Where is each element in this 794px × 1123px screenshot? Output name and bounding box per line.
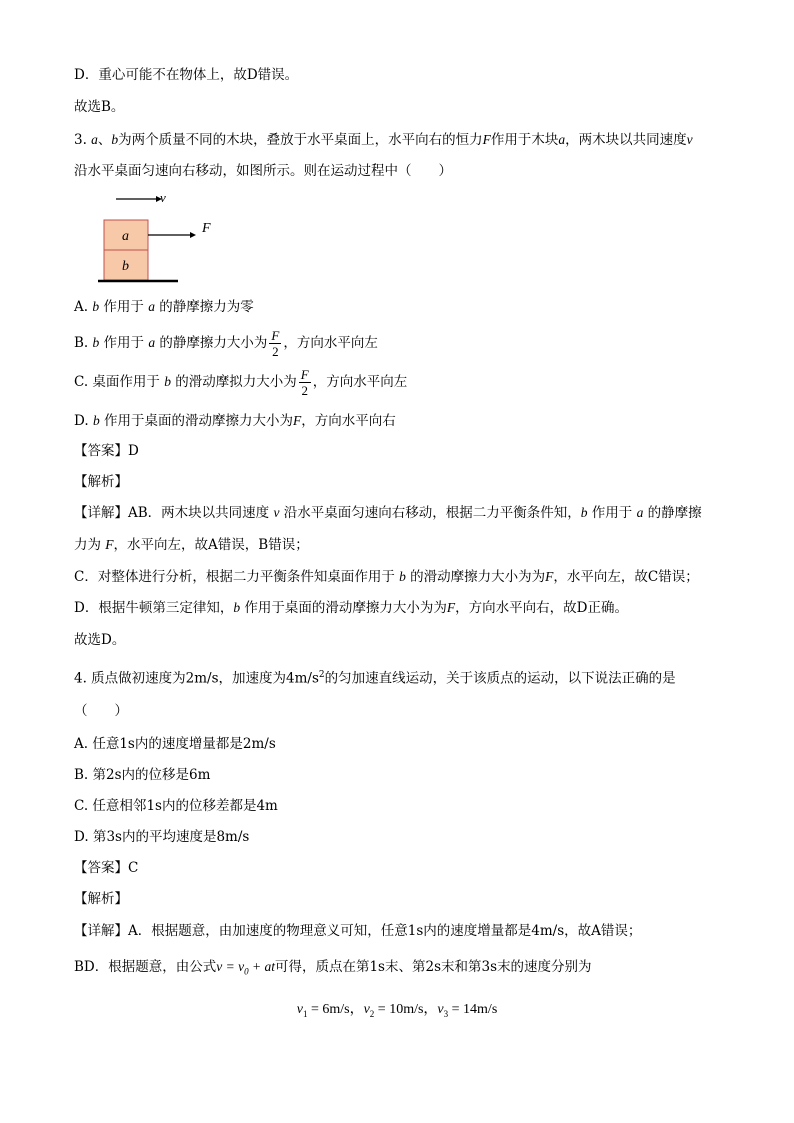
force-label: F [202,221,211,236]
blocks-figure [98,190,278,290]
force-arrow-head [190,232,196,238]
explanation-3-line1: 【详解】AB．两木块以共同速度 v 沿水平桌面匀速向右移动，根据二力平衡条件知，b 作用于 a 的静摩擦 [74,505,702,521]
question-4-stem: 4. 质点做初速度为2m/s，加速度为$4m/s^2$的匀加速直线运动，关于该质点的运动，以下说法正确的是 [74,670,676,687]
option-4d: D. 第3s内的平均速度是8m/s [74,829,250,845]
option-4a: A. 任意1s内的速度增量都是2m/s [74,736,276,752]
question-4-stem-line2: （ ） [74,703,128,719]
selection-3: 故选D。 [74,632,126,648]
option-3b: B. b 作用于 a 的静摩擦力大小为 $\frac{F}{2}$ ，方向水平向左 [74,328,378,359]
question-3-stem: 3. a、b为两个质量不同的木块，叠放于水平桌面上，水平向右的恒力F作用于木块a，两木块以共同速度v [74,132,693,148]
block-b-label: b [122,259,129,274]
velocity-equation: $v_1 = 6m/s$，$v_2 = 10m/s$，$v_3 = 14m/s$ [296,1002,498,1019]
analysis-heading-4: 【解析】 [74,891,128,907]
explanation-3-line3: C．对整体进行分析，根据二力平衡条件知桌面作用于 b 的滑动摩擦力大小为为F，水平向左，故C错误； [74,569,699,585]
explanation-3-line4: D．根据牛顿第三定律知，b 作用于桌面的滑动摩擦力大小为为F，方向水平向右，故D正确。 [74,600,628,616]
answer-3: 【答案】D [74,443,139,459]
option-4c: C. 任意相邻1s内的位移差都是4m [74,798,278,814]
velocity-label: v [160,190,166,205]
analysis-heading-3: 【解析】 [74,474,128,490]
explanation-3-line2: 力为 F，水平向左，故A错误，B错误； [74,537,309,553]
text-line: D．重心可能不在物体上，故D错误。 [74,67,299,83]
explanation-4-line2: BD．根据题意，由公式$v = v_0$ + at可得，质点在第1s末、第2s末和第3s末的速度分别为 [74,959,592,977]
option-3d: D. b 作用于桌面的滑动摩擦力大小为F，方向水平向右 [74,413,396,429]
option-3a: A. b 作用于 a 的静摩擦力为零 [74,299,254,315]
block-a-label: a [122,229,129,244]
option-3c: C. 桌面作用于 b 的滑动摩拟力大小为 $\frac{F}{2}$ ，方向水平向左 [74,367,408,398]
fraction-f-over-2: $\frac{F}{2}$ [271,328,280,359]
explanation-4-line1: 【详解】A．根据题意，由加速度的物理意义可知，任意1s内的速度增量都是4m/s，故A错误； [74,923,642,939]
question-3-stem-line2: 沿水平桌面匀速向右移动，如图所示。则在运动过程中（ ） [74,163,452,179]
answer-4: 【答案】C [74,860,139,876]
fraction-f-over-2: $\frac{F}{2}$ [300,367,309,398]
option-4b: B. 第2s内的位移是6m [74,767,211,783]
text-line: 故选B。 [74,99,125,115]
